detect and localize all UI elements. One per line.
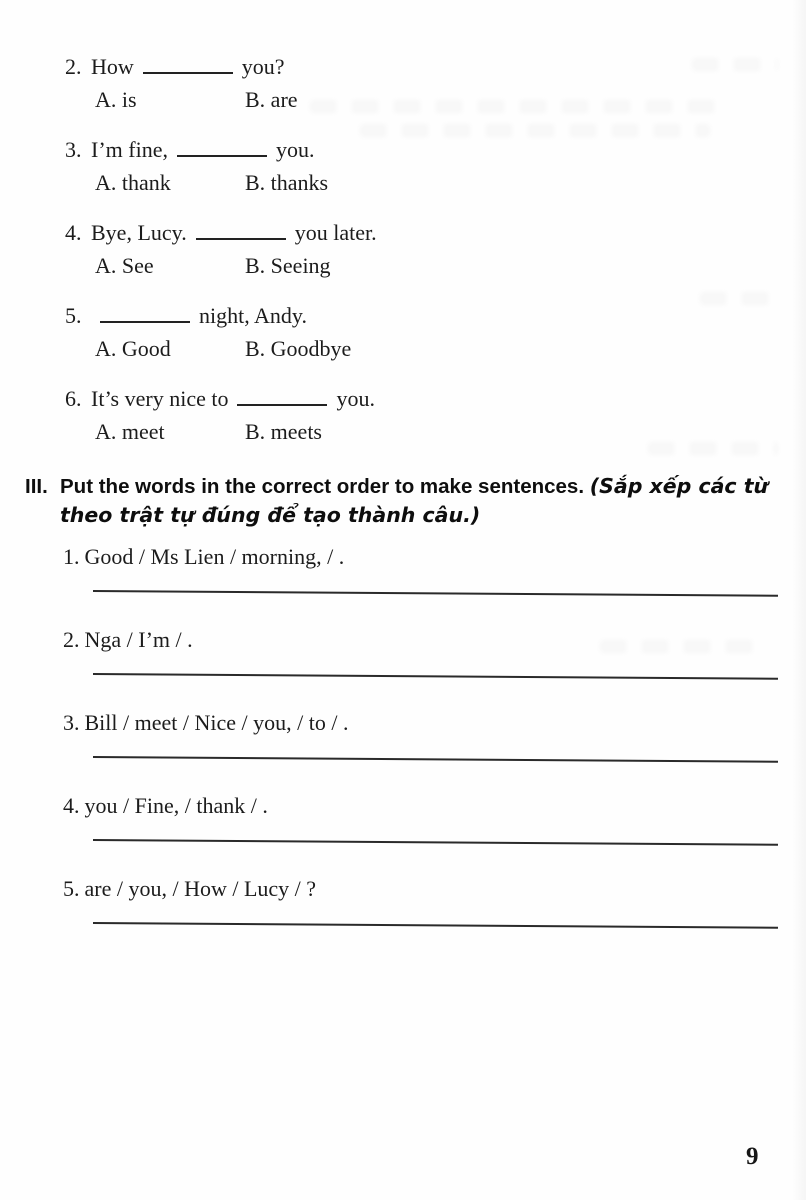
scrambled-words [63,708,806,738]
option-a: A. See [95,253,154,278]
question-before-blank: It’s very nice to [91,386,229,411]
order-item-2 [63,625,806,675]
scrambled-words [63,625,806,655]
order-item-3 [63,708,806,758]
question-before-blank: How [91,54,134,79]
question-number: 4. [65,220,82,245]
scrambled-words [63,791,806,821]
option-a: A. thank [95,170,171,195]
option-a: A. is [95,87,137,112]
mc-question-3 [65,135,806,198]
section-title-vietnamese-end: theo trật tự đúng để tạo thành câu.) [60,503,481,527]
item-words: Nga / I’m / . [84,627,193,652]
option-a: A. meet [95,419,165,444]
option-b: B. Seeing [245,253,331,278]
item-words: Good / Ms Lien / morning, / . [84,544,345,569]
question-after-blank: you. [275,137,315,162]
question-number: 3. [65,137,82,162]
order-item-5 [63,874,806,924]
question-text [65,301,806,331]
section-title-vietnamese-start: (Sắp xếp các từ [589,474,769,498]
answer-blank [100,318,190,323]
section-heading [25,472,806,530]
mc-question-2 [65,52,806,115]
question-after-blank: you later. [294,220,377,245]
answer-blank [196,235,286,240]
section-title-english: Put the words in the correct order to make sentences. [60,475,585,498]
word-order-items [0,542,806,924]
multiple-choice-section [0,0,806,447]
scrambled-words [63,542,806,572]
order-item-1 [63,542,806,592]
question-text [65,52,806,82]
question-text [65,384,806,414]
answer-line [93,922,778,929]
order-item-4 [63,791,806,841]
options-row [65,251,806,281]
answer-blank [237,401,327,406]
item-number: 3. [63,710,80,735]
answer-line [93,590,778,597]
options-row [65,417,806,447]
word-order-section [0,472,806,924]
options-row [65,168,806,198]
section-title [60,472,772,530]
option-b: B. Goodbye [245,336,352,361]
options-row [65,85,806,115]
mc-question-6 [65,384,806,447]
question-text [65,218,806,248]
item-words: are / you, / How / Lucy / ? [84,876,317,901]
question-after-blank: you. [336,386,375,411]
answer-blank [177,152,267,157]
options-row [65,334,806,364]
item-number: 5. [63,876,80,901]
question-before-blank: Bye, Lucy. [91,220,187,245]
option-b: B. are [245,87,298,112]
item-number: 2. [63,627,80,652]
answer-blank [143,69,233,74]
item-number: 4. [63,793,80,818]
question-number: 5. [65,303,82,328]
page-number: 9 [746,1143,759,1170]
item-number: 1. [63,544,80,569]
question-number: 2. [65,54,82,79]
option-a: A. Good [95,336,171,361]
question-after-blank: you? [241,54,285,79]
question-text [65,135,806,165]
answer-line [93,839,778,846]
question-after-blank: night, Andy. [199,303,307,328]
question-number: 6. [65,386,82,411]
option-b: B. thanks [245,170,329,195]
item-words: Bill / meet / Nice / you, / to / . [84,710,349,735]
scrambled-words [63,874,806,904]
mc-question-4 [65,218,806,281]
answer-line [93,756,778,763]
mc-question-5 [65,301,806,364]
item-words: you / Fine, / thank / . [84,793,268,818]
section-number: III. [25,475,48,498]
option-b: B. meets [245,419,322,444]
answer-line [93,673,778,680]
question-before-blank: I’m fine, [91,137,168,162]
